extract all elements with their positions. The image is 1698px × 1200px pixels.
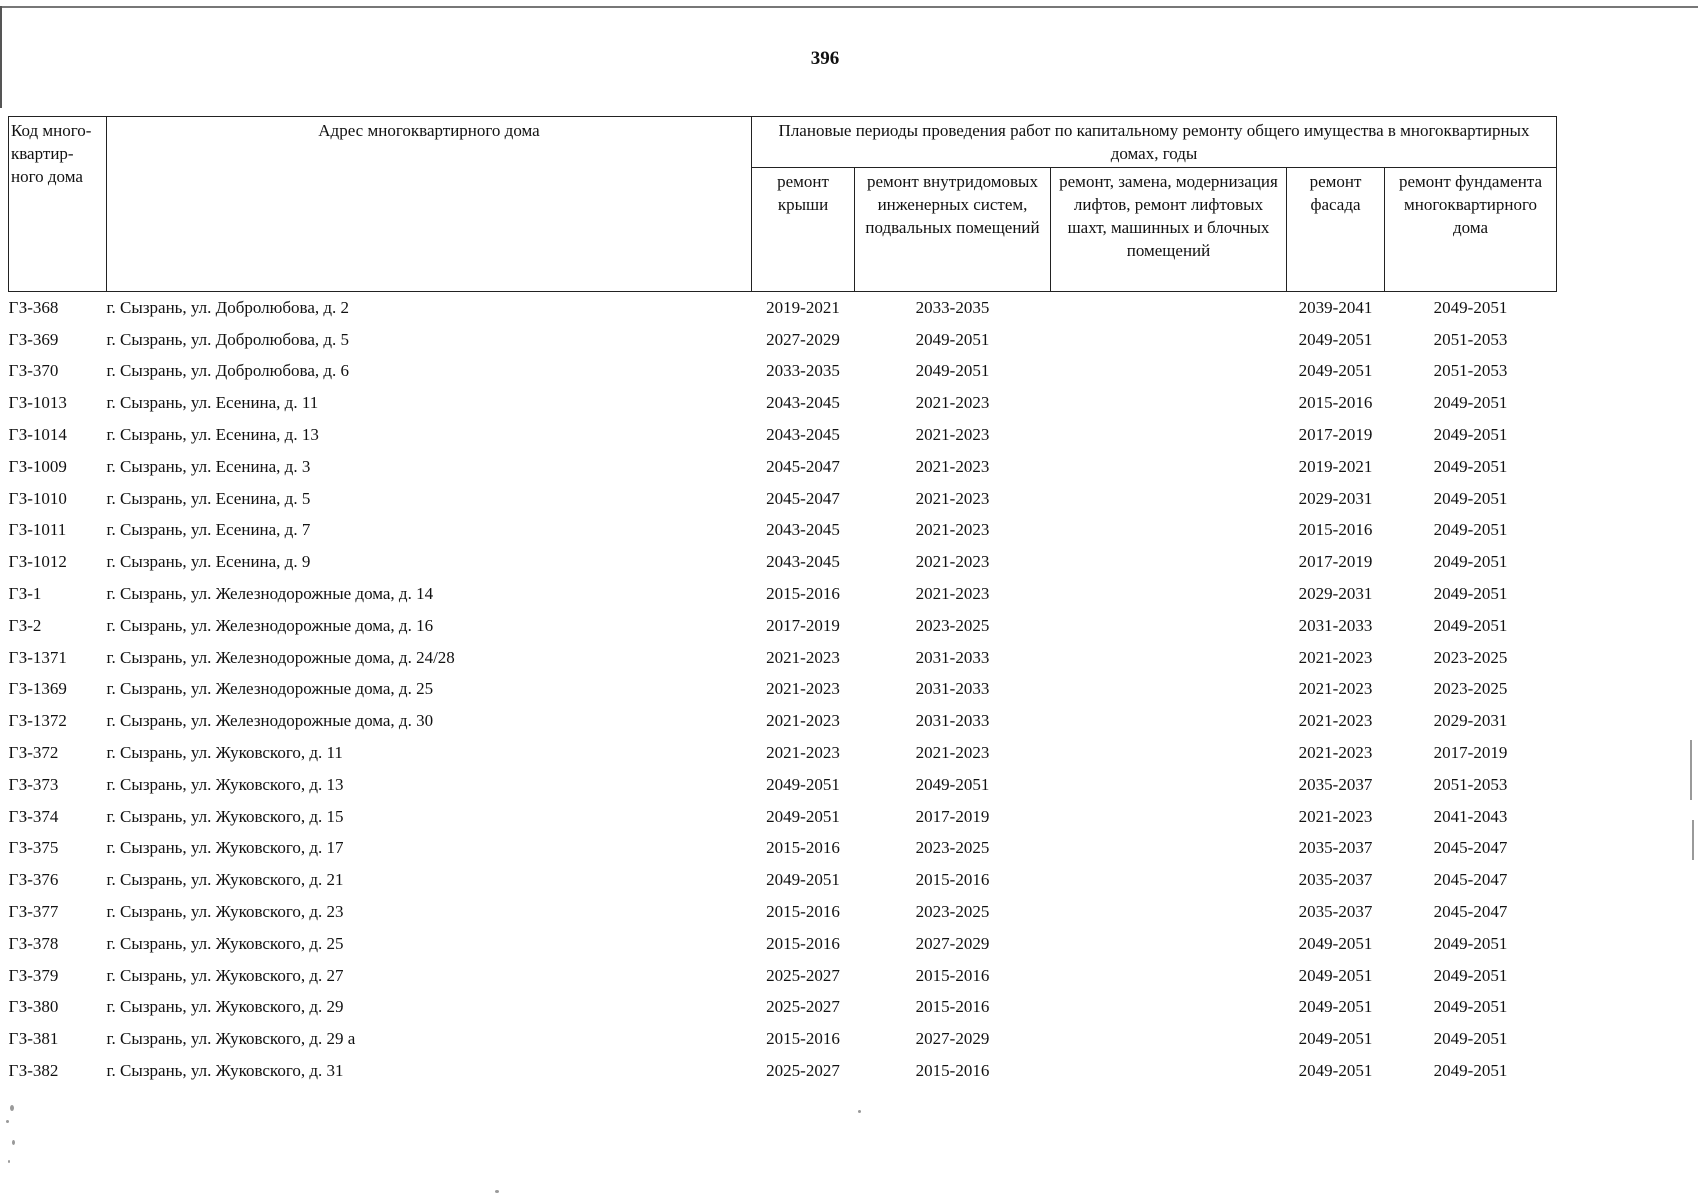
cell-roof: 2049-2051 — [766, 774, 840, 794]
cell-engineering: 2049-2051 — [915, 774, 990, 794]
cell-engineering: 2015-2016 — [915, 870, 990, 890]
cell-code: ГЗ-1 — [8, 584, 42, 604]
cell-code: ГЗ-380 — [8, 997, 59, 1017]
cell-roof: 2021-2023 — [766, 711, 840, 731]
table-row — [9, 483, 1557, 515]
scan-edge-left — [0, 6, 2, 108]
cell-roof: 2025-2027 — [766, 965, 840, 985]
header-foundation: ремонт фундамента многоквартирного дома — [1385, 168, 1557, 292]
cell-code: ГЗ-382 — [8, 1061, 59, 1081]
cell-facade: 2021-2023 — [1298, 743, 1373, 763]
cell-code: ГЗ-379 — [8, 965, 59, 985]
cell-code: ГЗ-376 — [8, 870, 59, 890]
header-periods-group: Плановые периоды проведения работ по капитальному ремонту общего имущества в многоквартирных домах, годы — [752, 117, 1557, 168]
cell-address: г. Сызрань, ул. Жуковского, д. 27 — [106, 965, 344, 985]
cell-foundation: 2051-2053 — [1433, 774, 1508, 794]
cell-facade: 2035-2037 — [1298, 902, 1373, 922]
cell-code: ГЗ-2 — [8, 615, 42, 635]
cell-engineering: 2015-2016 — [915, 965, 990, 985]
cell-foundation: 2049-2051 — [1433, 933, 1508, 953]
table-row — [9, 928, 1557, 960]
header-address: Адрес многоквартирного дома — [107, 117, 752, 292]
cell-engineering: 2021-2023 — [915, 743, 990, 763]
table-row — [9, 292, 1557, 324]
cell-engineering: 2031-2033 — [915, 647, 990, 667]
cell-engineering: 2021-2023 — [915, 584, 990, 604]
cell-engineering: 2021-2023 — [915, 393, 990, 413]
cell-roof: 2015-2016 — [766, 1029, 840, 1049]
cell-address: г. Сызрань, ул. Жуковского, д. 25 — [106, 933, 344, 953]
cell-lifts — [1051, 674, 1287, 706]
cell-address: г. Сызрань, ул. Есенина, д. 9 — [106, 552, 311, 572]
cell-facade: 2021-2023 — [1298, 711, 1373, 731]
cell-foundation: 2049-2051 — [1433, 615, 1508, 635]
cell-facade: 2035-2037 — [1298, 870, 1373, 890]
table-row — [9, 1055, 1557, 1087]
cell-lifts — [1051, 387, 1287, 419]
cell-address: г. Сызрань, ул. Есенина, д. 5 — [106, 488, 311, 508]
cell-facade: 2049-2051 — [1298, 965, 1373, 985]
cell-address: г. Сызрань, ул. Железнодорожные дома, д. 24/28 — [106, 647, 455, 667]
cell-lifts — [1051, 546, 1287, 578]
cell-code: ГЗ-378 — [8, 933, 59, 953]
cell-foundation: 2049-2051 — [1433, 1061, 1508, 1081]
cell-lifts — [1051, 737, 1287, 769]
table-row — [9, 419, 1557, 451]
cell-engineering: 2023-2025 — [915, 838, 990, 858]
cell-engineering: 2021-2023 — [915, 456, 990, 476]
cell-foundation: 2049-2051 — [1433, 488, 1508, 508]
cell-roof: 2015-2016 — [766, 902, 840, 922]
cell-lifts — [1051, 451, 1287, 483]
table-row — [9, 324, 1557, 356]
cell-lifts — [1051, 960, 1287, 992]
cell-foundation: 2049-2051 — [1433, 520, 1508, 540]
cell-roof: 2043-2045 — [766, 393, 840, 413]
cell-engineering: 2027-2029 — [915, 933, 990, 953]
cell-roof: 2043-2045 — [766, 552, 840, 572]
cell-address: г. Сызрань, ул. Железнодорожные дома, д. 30 — [106, 711, 434, 731]
cell-lifts — [1051, 419, 1287, 451]
cell-address: г. Сызрань, ул. Жуковского, д. 21 — [106, 870, 344, 890]
cell-roof: 2045-2047 — [766, 456, 840, 476]
cell-code: ГЗ-375 — [8, 838, 59, 858]
cell-engineering: 2021-2023 — [915, 488, 990, 508]
cell-code: ГЗ-369 — [8, 329, 59, 349]
cell-roof: 2049-2051 — [766, 870, 840, 890]
cell-foundation: 2017-2019 — [1433, 743, 1508, 763]
cell-roof: 2045-2047 — [766, 488, 840, 508]
cell-roof: 2043-2045 — [766, 425, 840, 445]
cell-roof: 2019-2021 — [766, 297, 840, 317]
cell-address: г. Сызрань, ул. Жуковского, д. 15 — [106, 806, 344, 826]
repair-schedule-table — [8, 116, 1557, 1087]
cell-address: г. Сызрань, ул. Жуковского, д. 31 — [106, 1061, 344, 1081]
cell-lifts — [1051, 801, 1287, 833]
cell-foundation: 2049-2051 — [1433, 552, 1508, 572]
cell-facade: 2021-2023 — [1298, 647, 1373, 667]
table-row — [9, 769, 1557, 801]
cell-engineering: 2017-2019 — [915, 806, 990, 826]
cell-lifts — [1051, 578, 1287, 610]
cell-engineering: 2021-2023 — [915, 520, 990, 540]
cell-facade: 2015-2016 — [1298, 393, 1373, 413]
cell-roof: 2015-2016 — [766, 584, 840, 604]
cell-foundation: 2029-2031 — [1433, 711, 1508, 731]
cell-lifts — [1051, 356, 1287, 388]
cell-lifts — [1051, 705, 1287, 737]
cell-lifts — [1051, 833, 1287, 865]
header-roof: ремонт крыши — [752, 168, 855, 292]
cell-lifts — [1051, 324, 1287, 356]
cell-lifts — [1051, 1023, 1287, 1055]
cell-foundation: 2049-2051 — [1433, 297, 1508, 317]
cell-roof: 2015-2016 — [766, 838, 840, 858]
cell-code: ГЗ-1011 — [8, 520, 67, 540]
cell-lifts — [1051, 292, 1287, 324]
cell-facade: 2021-2023 — [1298, 806, 1373, 826]
cell-facade: 2049-2051 — [1298, 361, 1373, 381]
cell-engineering: 2033-2035 — [915, 297, 990, 317]
cell-foundation: 2045-2047 — [1433, 902, 1508, 922]
cell-engineering: 2023-2025 — [915, 902, 990, 922]
cell-address: г. Сызрань, ул. Жуковского, д. 29 а — [106, 1029, 356, 1049]
table-row — [9, 801, 1557, 833]
table-row — [9, 864, 1557, 896]
cell-engineering: 2049-2051 — [915, 329, 990, 349]
cell-code: ГЗ-1013 — [8, 393, 67, 413]
table-container — [8, 116, 1557, 1087]
table-row — [9, 387, 1557, 419]
table-row — [9, 642, 1557, 674]
table-row — [9, 578, 1557, 610]
cell-roof: 2033-2035 — [766, 361, 840, 381]
cell-facade: 2049-2051 — [1298, 933, 1373, 953]
cell-code: ГЗ-370 — [8, 361, 59, 381]
cell-code: ГЗ-381 — [8, 1029, 59, 1049]
cell-address: г. Сызрань, ул. Железнодорожные дома, д. 16 — [106, 615, 434, 635]
cell-address: г. Сызрань, ул. Жуковского, д. 29 — [106, 997, 344, 1017]
cell-roof: 2017-2019 — [766, 615, 840, 635]
header-engineering: ремонт внутридомовых инженерных систем, подвальных помещений — [855, 168, 1051, 292]
cell-address: г. Сызрань, ул. Жуковского, д. 23 — [106, 902, 344, 922]
cell-facade: 2029-2031 — [1298, 488, 1373, 508]
table-row — [9, 515, 1557, 547]
cell-engineering: 2031-2033 — [915, 679, 990, 699]
table-row — [9, 992, 1557, 1024]
page-number: 396 — [810, 48, 840, 69]
table-row — [9, 737, 1557, 769]
header-lifts: ремонт, замена, модернизация лифтов, ремонт лифтовых шахт, машинных и блочных помещений — [1051, 168, 1287, 292]
cell-foundation: 2045-2047 — [1433, 870, 1508, 890]
table-row — [9, 833, 1557, 865]
cell-facade: 2019-2021 — [1298, 456, 1373, 476]
cell-address: г. Сызрань, ул. Железнодорожные дома, д. 14 — [106, 584, 434, 604]
cell-foundation: 2049-2051 — [1433, 456, 1508, 476]
cell-code: ГЗ-1372 — [8, 711, 67, 731]
cell-code: ГЗ-1009 — [8, 456, 67, 476]
header-code: Код много-квартир-ного дома — [9, 117, 107, 292]
cell-lifts — [1051, 864, 1287, 896]
cell-foundation: 2051-2053 — [1433, 329, 1508, 349]
cell-foundation: 2045-2047 — [1433, 838, 1508, 858]
cell-address: г. Сызрань, ул. Добролюбова, д. 5 — [106, 329, 350, 349]
table-row — [9, 705, 1557, 737]
cell-address: г. Сызрань, ул. Жуковского, д. 13 — [106, 774, 344, 794]
table-row — [9, 674, 1557, 706]
cell-code: ГЗ-1014 — [8, 425, 67, 445]
cell-lifts — [1051, 896, 1287, 928]
cell-facade: 2049-2051 — [1298, 329, 1373, 349]
table-row — [9, 356, 1557, 388]
cell-facade: 2049-2051 — [1298, 997, 1373, 1017]
cell-address: г. Сызрань, ул. Есенина, д. 13 — [106, 425, 319, 445]
cell-code: ГЗ-368 — [8, 297, 59, 317]
cell-lifts — [1051, 769, 1287, 801]
cell-facade: 2039-2041 — [1298, 297, 1373, 317]
cell-roof: 2043-2045 — [766, 520, 840, 540]
cell-address: г. Сызрань, ул. Железнодорожные дома, д. 25 — [106, 679, 434, 699]
cell-facade: 2017-2019 — [1298, 552, 1373, 572]
cell-facade: 2021-2023 — [1298, 679, 1373, 699]
cell-lifts — [1051, 515, 1287, 547]
cell-engineering: 2021-2023 — [915, 425, 990, 445]
cell-facade: 2049-2051 — [1298, 1029, 1373, 1049]
table-header — [9, 117, 1557, 292]
cell-engineering: 2021-2023 — [915, 552, 990, 572]
cell-foundation: 2049-2051 — [1433, 393, 1508, 413]
cell-foundation: 2049-2051 — [1433, 425, 1508, 445]
cell-facade: 2017-2019 — [1298, 425, 1373, 445]
cell-code: ГЗ-1010 — [8, 488, 67, 508]
cell-address: г. Сызрань, ул. Есенина, д. 11 — [106, 393, 319, 413]
cell-roof: 2025-2027 — [766, 997, 840, 1017]
cell-roof: 2021-2023 — [766, 679, 840, 699]
header-facade: ремонт фасада — [1287, 168, 1385, 292]
table-row — [9, 451, 1557, 483]
cell-roof: 2027-2029 — [766, 329, 840, 349]
cell-roof: 2025-2027 — [766, 1061, 840, 1081]
cell-engineering: 2027-2029 — [915, 1029, 990, 1049]
cell-address: г. Сызрань, ул. Добролюбова, д. 2 — [106, 297, 350, 317]
cell-engineering: 2015-2016 — [915, 997, 990, 1017]
cell-facade: 2015-2016 — [1298, 520, 1373, 540]
cell-foundation: 2023-2025 — [1433, 679, 1508, 699]
cell-lifts — [1051, 928, 1287, 960]
table-row — [9, 960, 1557, 992]
cell-code: ГЗ-1371 — [8, 647, 67, 667]
cell-facade: 2031-2033 — [1298, 615, 1373, 635]
cell-lifts — [1051, 992, 1287, 1024]
cell-engineering: 2031-2033 — [915, 711, 990, 731]
table-row — [9, 610, 1557, 642]
cell-facade: 2035-2037 — [1298, 838, 1373, 858]
cell-roof: 2021-2023 — [766, 647, 840, 667]
cell-foundation: 2049-2051 — [1433, 1029, 1508, 1049]
table-body — [9, 292, 1557, 1087]
cell-lifts — [1051, 483, 1287, 515]
cell-code: ГЗ-374 — [8, 806, 59, 826]
cell-code: ГЗ-1012 — [8, 552, 67, 572]
cell-engineering: 2049-2051 — [915, 361, 990, 381]
cell-engineering: 2023-2025 — [915, 615, 990, 635]
cell-facade: 2035-2037 — [1298, 774, 1373, 794]
table-row — [9, 546, 1557, 578]
cell-foundation: 2051-2053 — [1433, 361, 1508, 381]
cell-address: г. Сызрань, ул. Жуковского, д. 11 — [106, 743, 343, 763]
cell-address: г. Сызрань, ул. Есенина, д. 7 — [106, 520, 311, 540]
cell-roof: 2049-2051 — [766, 806, 840, 826]
cell-engineering: 2015-2016 — [915, 1061, 990, 1081]
cell-lifts — [1051, 642, 1287, 674]
cell-facade: 2029-2031 — [1298, 584, 1373, 604]
cell-facade: 2049-2051 — [1298, 1061, 1373, 1081]
cell-foundation: 2041-2043 — [1433, 806, 1508, 826]
cell-lifts — [1051, 610, 1287, 642]
cell-roof: 2015-2016 — [766, 933, 840, 953]
cell-code: ГЗ-1369 — [8, 679, 67, 699]
cell-foundation: 2023-2025 — [1433, 647, 1508, 667]
scan-edge-top — [0, 6, 1698, 8]
cell-roof: 2021-2023 — [766, 743, 840, 763]
table-row — [9, 1023, 1557, 1055]
cell-foundation: 2049-2051 — [1433, 965, 1508, 985]
cell-code: ГЗ-372 — [8, 743, 59, 763]
cell-address: г. Сызрань, ул. Есенина, д. 3 — [106, 456, 311, 476]
cell-code: ГЗ-373 — [8, 774, 59, 794]
cell-foundation: 2049-2051 — [1433, 584, 1508, 604]
cell-address: г. Сызрань, ул. Жуковского, д. 17 — [106, 838, 344, 858]
cell-foundation: 2049-2051 — [1433, 997, 1508, 1017]
cell-lifts — [1051, 1055, 1287, 1087]
cell-code: ГЗ-377 — [8, 902, 59, 922]
cell-address: г. Сызрань, ул. Добролюбова, д. 6 — [106, 361, 350, 381]
table-row — [9, 896, 1557, 928]
